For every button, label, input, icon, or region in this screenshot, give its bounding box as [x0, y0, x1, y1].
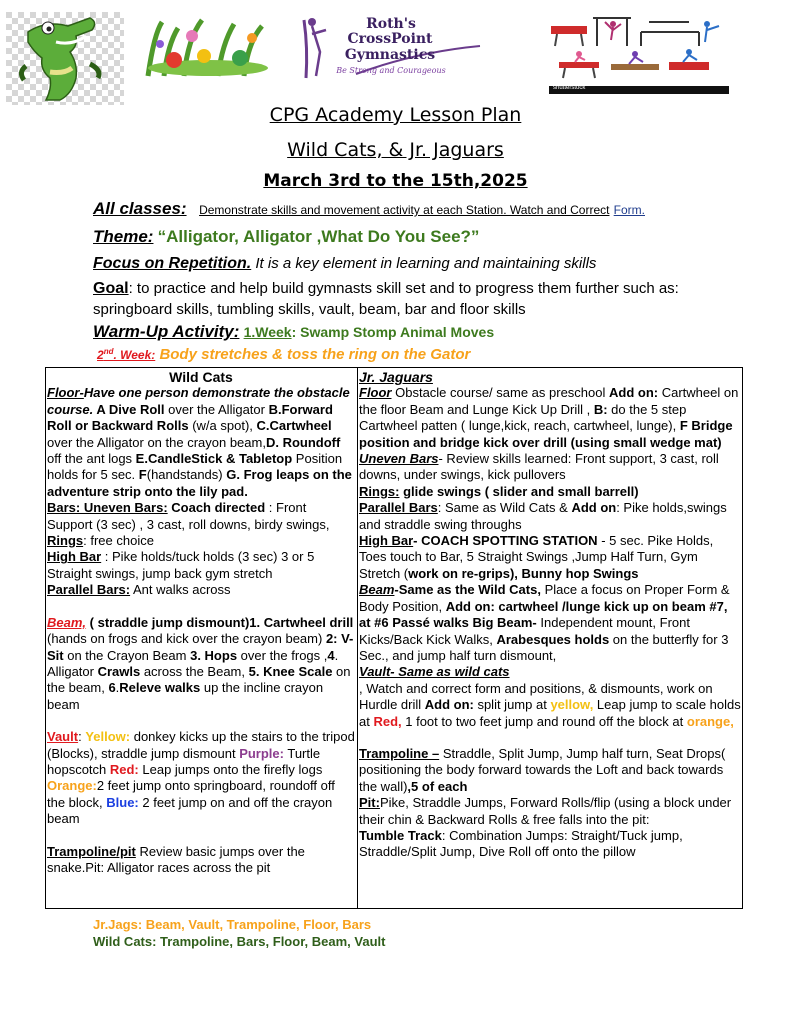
- jaguars-rings: Rings: glide swings ( slider and small barrell): [359, 483, 639, 499]
- jaguars-tumble: Tumble Track: Combination Jumps: Straight/Tuck jump, Straddle/Split Jump, Dive Roll off onto the pillow: [359, 827, 683, 860]
- theme-text: “Alligator, Alligator ,What Do You See?”: [157, 227, 480, 246]
- logo-line-2: CrossPoint: [347, 31, 433, 47]
- alligator-logo: [6, 12, 124, 105]
- footer-jrjags: Jr.Jags: Beam, Vault, Trampoline, Floor, Bars: [93, 917, 372, 932]
- wildcats-trampoline: Trampoline/pit Review basic jumps over the snake.Pit: Alligator races across the pit: [47, 843, 305, 875]
- date-range-title: March 3rd to the 15th,2025: [263, 171, 528, 191]
- warmup-week1-text: : Swamp Stomp Animal Moves: [291, 324, 495, 340]
- goal-text: : to practice and help build gymnasts skill set and to progress them further such as: springboard skills, tumbling skills, vault, beam, bar and floor skills: [93, 280, 679, 318]
- image-watermark: shutterstock: [553, 85, 586, 91]
- wildcats-bars: Bars: Uneven Bars: Coach directed : Front Support (3 sec) , 3 cast, roll downs, birdy swings,: [47, 500, 330, 532]
- wildcats-highbar: High Bar : Pike holds/tuck holds (3 sec) 3 or 5 Straight swings, jump back gym stretch: [47, 549, 315, 581]
- footer-wildcats: Wild Cats: Trampoline, Bars, Floor, Beam, Vault: [93, 934, 386, 949]
- week2-text: Body stretches & toss the ring on the Gator: [159, 346, 471, 363]
- warmup-week1: 1.Week: [243, 324, 292, 340]
- week2-line: [97, 346, 470, 363]
- focus-text: It is a key element in learning and maintaining skills: [255, 255, 597, 272]
- gymnastics-events-image: [549, 12, 729, 94]
- classes-title: Wild Cats, & Jr. Jaguars: [287, 139, 504, 161]
- jaguars-trampoline: Trampoline – Straddle, Split Jump, Jump half turn, Seat Drops( positioning the body forward towards the Loft and back towards the wall),5 of each: [359, 745, 726, 794]
- goal-line: [93, 278, 693, 320]
- jaguars-highbar: High Bar- COACH SPOTTING STATION - 5 sec. Pike Holds, Toes touch to Bar, 5 Straight Swings ,Jump Half Turn, Gym Stretch (work on re-grips), Bunny hop Swings: [359, 533, 714, 581]
- focus-line: [93, 255, 773, 273]
- jaguars-heading: Jr. Jaguars: [359, 369, 433, 385]
- logo-line-1: Roth's: [366, 16, 416, 32]
- focus-label: Focus on Repetition.: [93, 255, 252, 272]
- wildcats-column: [47, 369, 355, 876]
- logo-line-3: Gymnastics: [344, 47, 436, 63]
- jaguars-parallel: Parallel Bars: Same as Wild Cats & Add on: Pike holds,swings and straddle swing throughs: [359, 500, 727, 532]
- wildcats-heading: Wild Cats: [169, 369, 233, 385]
- lesson-plan-title: CPG Academy Lesson Plan: [269, 104, 522, 126]
- jaguars-beam: Beam-Same as the Wild Cats, Place a focus on Proper Form & Body Position, Add on: cartwheel /lunge kick up on beam #7, at #6 Passé walks Big Beam- Independent mount, Front Kicks/Back Kick Walks, Arabesques holds on the butterfly for 3 Sec., and jump half turn dismount,: [359, 582, 730, 663]
- frog-pond-image: [144, 14, 272, 78]
- all-classes-line: [93, 199, 773, 219]
- theme-label: Theme:: [93, 227, 154, 246]
- warmup-line: [93, 322, 773, 342]
- table-column-divider: [357, 367, 358, 909]
- goal-label: Goal: [93, 280, 129, 297]
- jaguars-uneven: Uneven Bars- Review skills learned: Front support, 3 cast, roll downs, under swings, kick pullovers: [359, 451, 719, 483]
- jaguars-floor: Floor Obstacle course/ same as preschool Add on: Cartwheel on the floor Beam and Lunge Kick Up Drill , B: do the 5 step Cartwheel patten ( lunge,kick, reach, cartwheel, lunge), F Bridge position and bridge kick over drill (using small wedge mat): [359, 385, 739, 450]
- all-classes-text: Demonstrate skills and movement activity at each Station. Watch and Correct: [199, 203, 610, 217]
- wildcats-vault: Vault: Yellow: donkey kicks up the stairs to the tripod (Blocks), straddle jump dismount Purple: Turtle hopscotch Red: Leap jumps onto the firefly logs Orange:2 feet jump onto springboard, roundoff off the block, Blue: 2 feet jump on and off the crayon beam: [47, 729, 355, 827]
- jaguars-pit: Pit:Pike, Straddle Jumps, Forward Rolls/flip (using a block under their chin & Backward Rolls & free falls into the pit:: [359, 795, 732, 827]
- wildcats-parallel: Parallel Bars: Ant walks across: [47, 582, 231, 598]
- wildcats-beam: Beam, ( straddle jump dismount)1. Cartwheel drill (hands on frogs and kick over the crayon beam) 2: V-Sit on the Crayon Beam 3. Hops over the frogs ,4. Alligator Crawls across the Beam, 5. Knee Scale on the beam, 6.Releve walks up the incline crayon beam: [47, 614, 354, 712]
- wildcats-rings: Rings: free choice: [47, 533, 154, 549]
- logo-tagline: Be Strong and Courageous: [336, 66, 446, 75]
- jaguars-column: [359, 369, 741, 861]
- all-classes-form: Form.: [613, 203, 645, 217]
- jaguars-vault: Vault- Same as wild cats , Watch and correct form and positions, & dismounts, work on Hurdle drill Add on: split jump at yellow, Leap jump to scale holds at Red, 1 foot to two feet jump and round off the block at orange,: [359, 664, 741, 729]
- roths-crosspoint-logo: [296, 12, 486, 84]
- wildcats-floor: Floor-Have one person demonstrate the obstacle course. A Dive Roll over the Alligator B.Forward Roll or Backward Rolls (w/a spot), C.Cartwheel over the Alligator on the crayon beam,D. Roundoff off the ant logs E.CandleStick & Tabletop Position holds for 5 sec. F(handstands) G. Frog leaps on the adventure strip onto the lily pad.: [47, 385, 352, 499]
- warmup-label: Warm-Up Activity:: [93, 322, 240, 341]
- theme-line: [93, 227, 773, 247]
- week2-num: 2nd. Week:: [97, 347, 156, 362]
- all-classes-label: All classes:: [93, 199, 187, 218]
